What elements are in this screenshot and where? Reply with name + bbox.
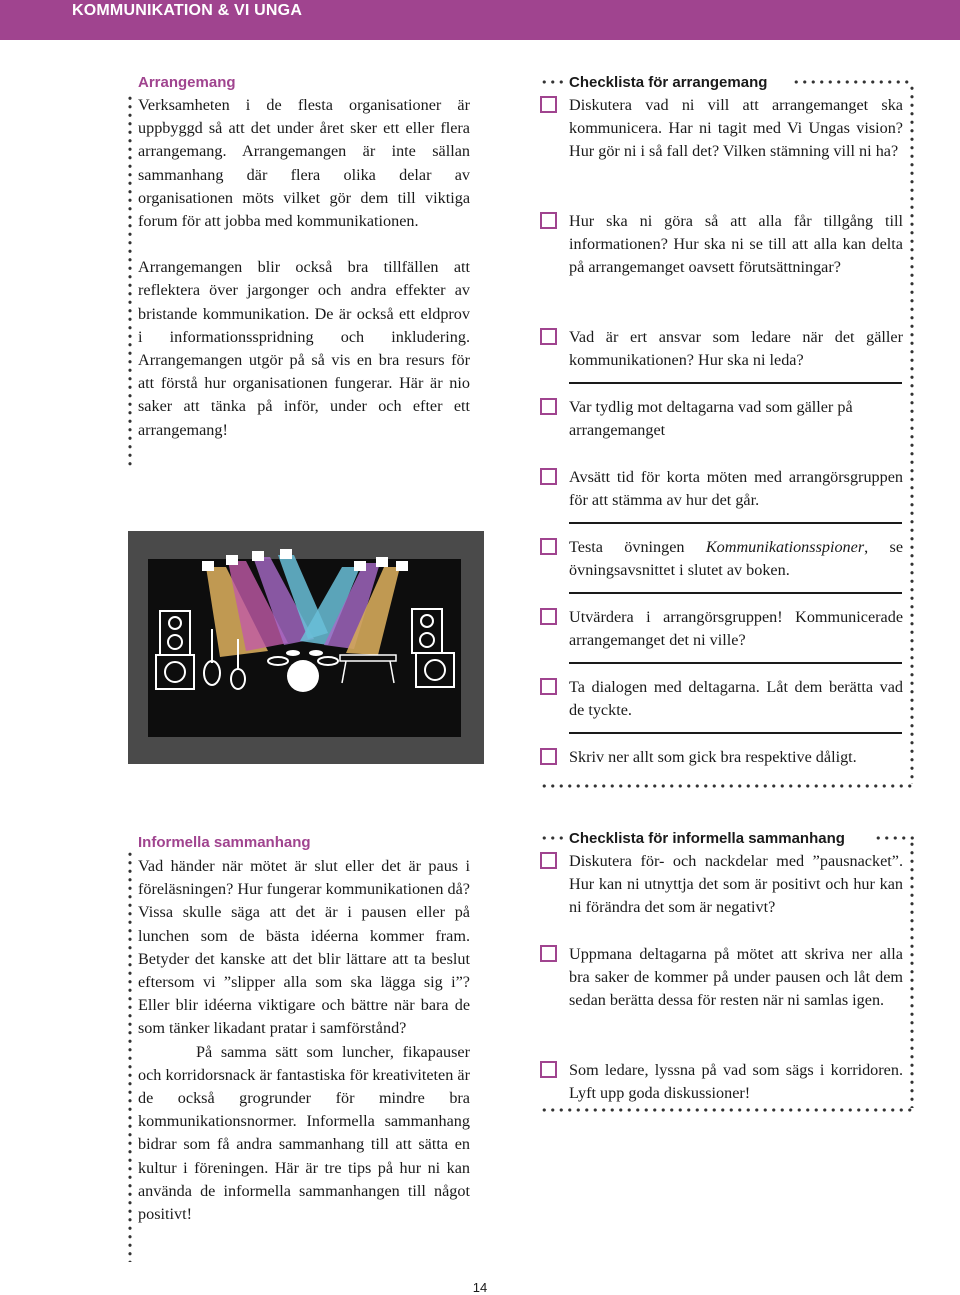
checklist-item-text: Diskutera för- och nackdelar med ”pausnacket”. Hur kan ni utnyttja det som är positivt och hur kan ni förändra det som är negativt? — [569, 852, 903, 917]
checklist-item-text: Var tydlig mot deltagarna vad som gäller på arrangemanget — [569, 398, 853, 440]
arrangemang-heading: Arrangemang — [138, 74, 236, 91]
checklist-arrangemang-heading: Checklista för arrangemang — [569, 74, 768, 91]
checklist-informella-top-border — [540, 836, 565, 840]
informella-text — [138, 855, 470, 1226]
divider — [569, 522, 902, 524]
informella-dotted-border — [128, 850, 132, 1262]
checklist-item-text: Uppmana deltagarna på mötet att skriva ner alla bra saker de kommer på under pausen och låt dem sedan berätta dessa för resten när ni samlas igen. — [569, 945, 903, 1010]
arrangemang-text — [138, 94, 470, 442]
checklist-arrangemang-top-border — [540, 80, 565, 84]
checklist-item-text: Diskutera vad ni vill att arrangemanget ska kommunicera. Har ni tagit med Vi Ungas vision? Hur gör ni i så fall det? Vilken stämning vill ni ha? — [569, 96, 903, 161]
divider — [569, 662, 902, 664]
page-header — [0, 0, 960, 40]
page-number: 14 — [472, 1280, 488, 1295]
checklist-arrangemang-bottom-border — [540, 784, 914, 788]
checklist-arrangemang-top-border-right — [792, 80, 912, 84]
checkbox[interactable] — [540, 1061, 557, 1078]
stage-svg — [128, 531, 484, 764]
checklist-informella-heading: Checklista för informella sammanhang — [569, 830, 845, 847]
checkbox[interactable] — [540, 212, 557, 229]
divider — [569, 382, 902, 384]
checkbox[interactable] — [540, 608, 557, 625]
checklist-item-text: Avsätt tid för korta möten med arrangörsgruppen för att stämma av hur det går. — [569, 468, 903, 510]
checklist-item-text: Hur ska ni göra så att alla får tillgång till informationen? Hur ska ni se till att alla kan delta på arrangemanget oavsett förutsättningar? — [569, 212, 903, 277]
checklist-item-text: Skriv ner allt som gick bra respektive dåligt. — [569, 748, 857, 766]
checkbox[interactable] — [540, 468, 557, 485]
checkbox[interactable] — [540, 328, 557, 345]
divider — [569, 592, 902, 594]
checkbox[interactable] — [540, 678, 557, 695]
stage-illustration — [128, 531, 484, 764]
divider — [569, 732, 902, 734]
checklist-item-text: Vad är ert ansvar som ledare när det gäller kommunikationen? Hur ska ni leda? — [569, 328, 903, 370]
checklist-arrangemang-right-border — [910, 84, 914, 784]
item-prefix: Testa övningen — [569, 538, 706, 556]
exercise-name: Kommunikationsspioner — [705, 538, 865, 556]
checkbox[interactable] — [540, 852, 557, 869]
informella-paragraph-1: Vad händer när mötet är slut eller det är paus i föreläsningen? Hur fungerar kommunikationen då? Vissa skulle säga att det är i pausen eller på lunchen som de bästa idéerna kommer fram. Betyder det kanske att det blir lättare att ta beslut eftersom vi ”slipper alla som ska lägga sig i”? Eller blir idéerna viktigare och bättre när bara de som tänker likadant pratar i samförstånd? — [138, 857, 470, 1038]
arrangemang-paragraph-1: Verksamheten i de flesta organisationer är uppbyggd så att det under året sker ett eller flera arrangemang. Arrangemangen är inte sällan sammanhang där flera olika delar av organisationen möts vilket gör dem till viktiga forum för att jobba med kommunikationen. — [138, 96, 470, 231]
checkbox[interactable] — [540, 748, 557, 765]
informella-heading: Informella sammanhang — [138, 834, 311, 851]
checklist-informella-top-border-right — [874, 836, 914, 840]
informella-paragraph-2: På samma sätt som luncher, fikapauser och korridorsnack är fantastiska för kreativiteten är de också grogrunder för mindre bra kommunikationsnormer. Informella sammanhang bidrar som få andra sammanhang till att sätta en kultur i föreningen. Här är tre tips på hur ni kan använda de informella sammanhangen till något positivt! — [138, 1042, 470, 1224]
arrangemang-paragraph-2: Arrangemangen blir också bra tillfällen att reflektera över jargonger och andra effekter av bristande kommunikation. De är också ett eldprov i informationsspridning och inkludering. Arrangemangen utgör på så vis en bra resurs för att förstå hur organisationen fungerar. Här är nio saker att tänka på inför, under och efter ett arrangemang! — [138, 258, 470, 439]
checkbox[interactable] — [540, 538, 557, 555]
item-suffix: , se övningsavsnittet i slutet av boken. — [569, 538, 904, 580]
header-title: KOMMUNIKATION & VI UNGA — [72, 2, 303, 19]
arrangemang-dotted-border — [128, 94, 132, 470]
checkbox[interactable] — [540, 945, 557, 962]
checkbox[interactable] — [540, 398, 557, 415]
checklist-item-text: Utvärdera i arrangörsgruppen! Kommunicerade arrangemanget det ni ville? — [569, 608, 903, 650]
checklist-item-text: Som ledare, lyssna på vad som sägs i korridoren. Lyft upp goda diskussioner! — [569, 1061, 903, 1103]
checklist-item-text: Ta dialogen med deltagarna. Låt dem berätta vad de tyckte. — [569, 678, 903, 720]
checkbox[interactable] — [540, 96, 557, 113]
checklist-informella-bottom-border — [540, 1108, 914, 1112]
checklist-informella-right-border — [910, 840, 914, 1108]
checklist-item-text — [569, 536, 903, 582]
